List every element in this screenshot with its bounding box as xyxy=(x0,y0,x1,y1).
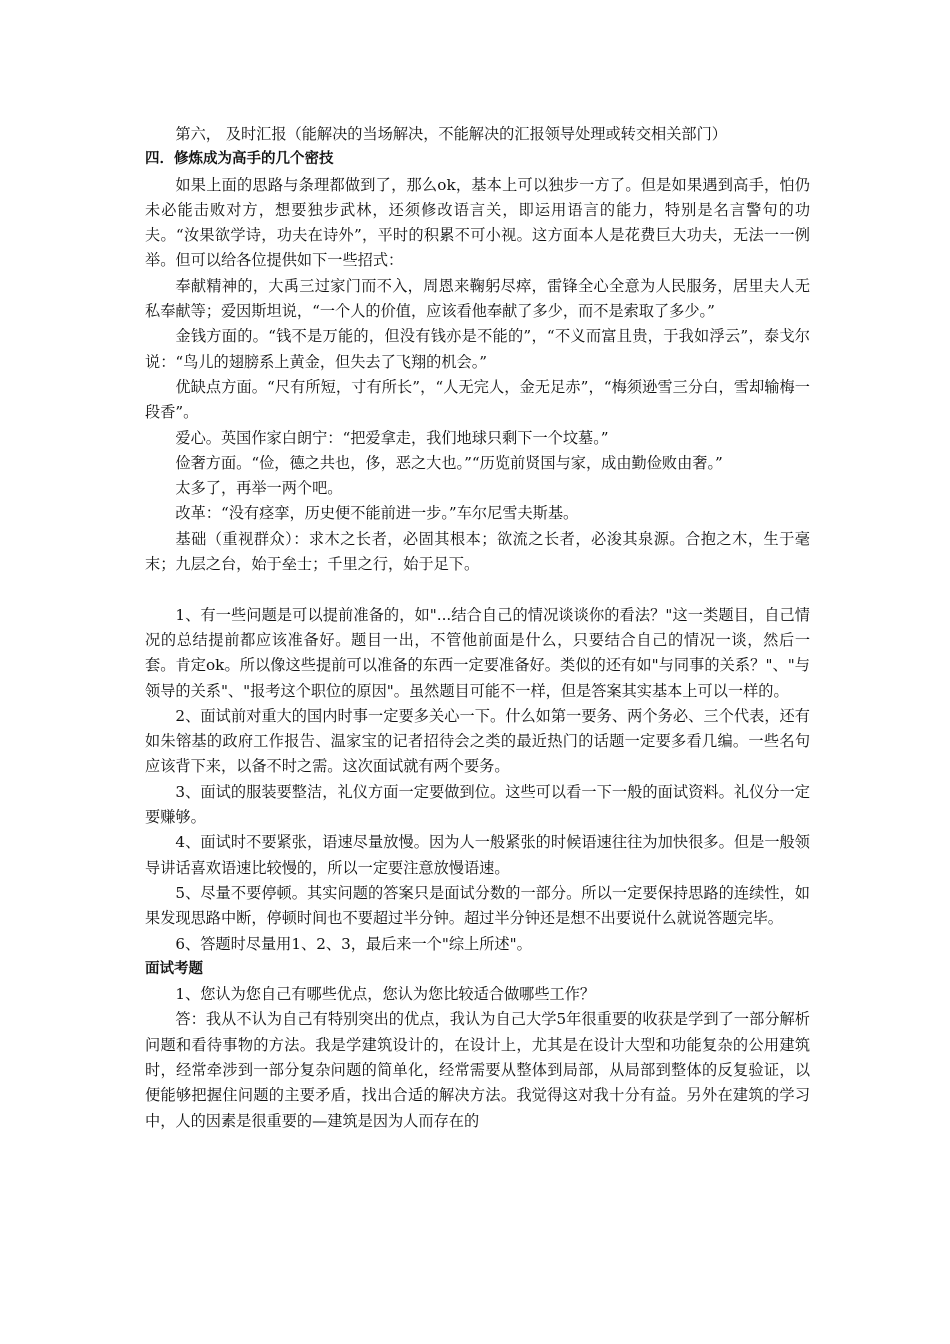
section-heading-interview-questions: 面试考题 xyxy=(145,960,203,977)
exam-question-1: 1、您认为您自己有哪些优点，您认为您比较适合做哪些工作？ xyxy=(175,985,596,1004)
section-heading-expert-tips: 四．修炼成为高手的几个密技 xyxy=(145,151,334,168)
tip-item-4: 4、面试时不要紧张，语速尽量放慢。因为人一般紧张的时候语速往往为加快很多。但是一般领导讲话喜欢语速比较慢的，所以一定要注意放慢语速。 xyxy=(145,833,810,877)
blank-line xyxy=(145,577,810,602)
tip-item-3: 3、面试的服装要整洁，礼仪方面一定要做到位。这些可以看一下一般的面试资料。礼仪分一定要赚够。 xyxy=(145,782,810,827)
paragraph-love: 爱心。英国作家白朗宁：“把爱拿走，我们地球只剩下一个坟墓。” xyxy=(175,428,609,447)
paragraph-foundation: 基础（重视群众）：求木之长者，必固其根本；欲流之长者，必浚其泉源。合抱之木，生于毫末；九层之台，始于垒士；千里之行，始于足下。 xyxy=(145,529,810,574)
paragraph-money: 金钱方面的。“钱不是万能的，但没有钱亦是不能的”，“不义而富且贵，于我如浮云”，泰戈尔说：“鸟儿的翅膀系上黄金，但失去了飞翔的机会。” xyxy=(145,327,810,371)
tip-item-6: 6、答题时尽量用1、2、3，最后来一个"综上所述"。 xyxy=(175,934,532,953)
paragraph-more-examples: 太多了，再举一两个吧。 xyxy=(175,479,343,498)
tip-item-5: 5、尽量不要停顿。其实问题的答案只是面试分数的一部分。所以一定要保持思路的连续性，如果发现思路中断，停顿时间也不要超过半分钟。超过半分钟还是想不出要说什么就说答题完毕。 xyxy=(145,883,810,928)
document-page xyxy=(145,122,810,1134)
tip-item-2: 2、面试前对重大的国内时事一定要多关心一下。什么如第一要务、两个务必、三个代表，还有如朱镕基的政府工作报告、温家宝的记者招待会之类的最近热门的话题一定要多看几编。一些名句应该背下来，以备不时之需。这次面试就有两个要务。 xyxy=(145,706,810,776)
paragraph-frugality: 俭奢方面。“俭，德之共也，侈，恶之大也。”“历览前贤国与家，成由勤俭败由奢。” xyxy=(175,453,723,472)
tip-item-1: 1、有一些问题是可以提前准备的，如"...结合自己的情况谈谈你的看法？"这一类题目，自己情况的总结提前都应该准备好。题目一出，不管他前面是什么，只要结合自己的情况一谈，然后一套。肯定ok。所以像这些提前可以准备的东西一定要准备好。类似的还有如"与同事的关系？"、"与领导的关系"、"报考这个职位的原因"。虽然题目可能不一样，但是答案其实基本上可以一样的。 xyxy=(145,605,810,700)
paragraph-report-promptly: 第六， 及时汇报（能解决的当场解决，不能解决的汇报领导处理或转交相关部门） xyxy=(175,125,727,143)
paragraph-reform: 改革：“没有痉挛，历史便不能前进一步。”车尔尼雪夫斯基。 xyxy=(175,504,579,523)
paragraph-strengths-weaknesses: 优缺点方面。“尺有所短，寸有所长”，“人无完人，金无足赤”，“梅须逊雪三分白，雪却输梅一段香”。 xyxy=(145,377,810,422)
paragraph-language-skills: 如果上面的思路与条理都做到了，那么ok，基本上可以独步一方了。但是如果遇到高手，怕仍未必能击败对方，想要独步武林，还须修改语言关，即运用语言的能力，特别是名言警句的功夫。“汝果欲学诗，功夫在诗外”，平时的积累不可小视。这方面本人是花费巨大功夫，无法一一例举。但可以给各位提供如下一些招式： xyxy=(145,175,810,270)
paragraph-dedication: 奉献精神的，大禹三过家门而不入，周恩来鞠躬尽瘁，雷锋全心全意为人民服务，居里夫人无私奉献等；爱因斯坦说，“一个人的价值，应该看他奉献了多少，而不是索取了多少。” xyxy=(145,276,810,321)
exam-answer-1: 答：我从不认为自己有特别突出的优点，我认为自己大学5年很重要的收获是学到了一部分解析问题和看待事物的方法。我是学建筑设计的，在设计上，尤其是在设计大型和功能复杂的公用建筑时，经常牵涉到一部分复杂问题的简单化，经常需要从整体到局部，从局部到整体的反复验证，以便能够把握住问题的主要矛盾，找出合适的解决方法。我觉得这对我十分有益。另外在建筑的学习中，人的因素是很重要的—建筑是因为人而存在的 xyxy=(145,1010,810,1130)
